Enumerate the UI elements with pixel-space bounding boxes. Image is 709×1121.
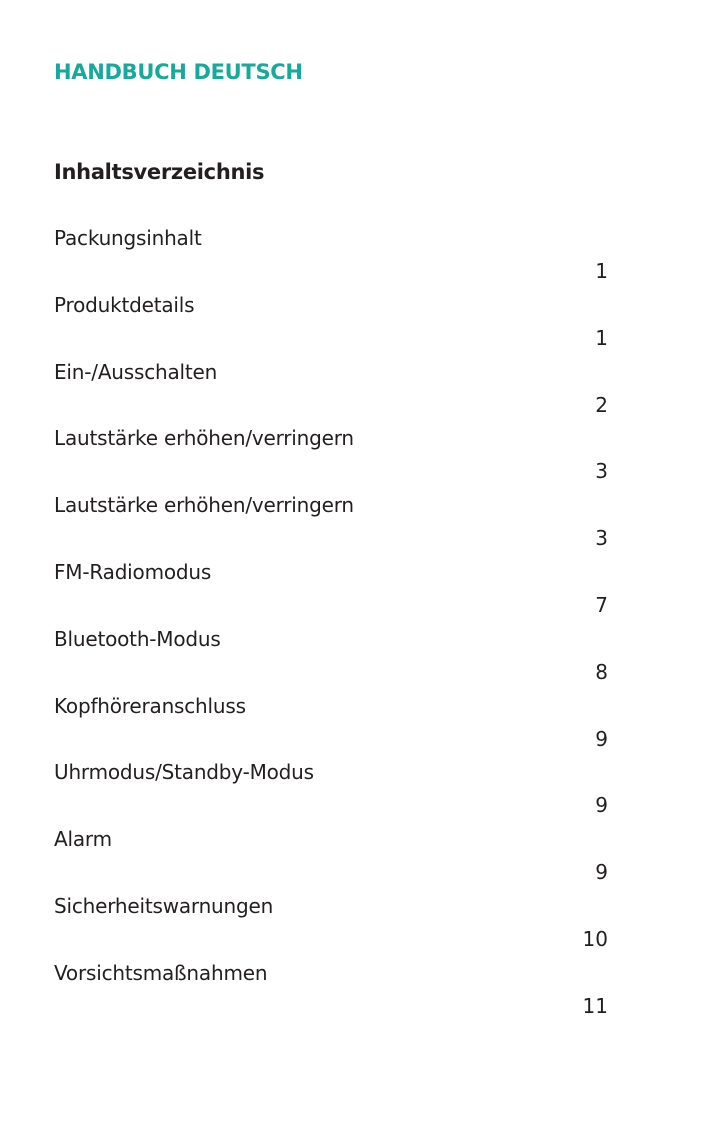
toc-entry-label: Uhrmodus/Standby-Modus — [54, 760, 314, 785]
toc-entry — [0, 894, 709, 961]
toc-entry-label: FM-Radiomodus — [54, 559, 212, 584]
toc-entry-label: Vorsichtsmaßnahmen — [54, 960, 268, 985]
toc-entry-page-number: 2 — [595, 392, 608, 417]
toc-entry-label: Sicherheitswarnungen — [54, 893, 274, 918]
manual-header: HANDBUCH DEUTSCH — [54, 60, 303, 84]
toc-entry-page-number: 10 — [582, 926, 608, 951]
toc-entry-page-number: 9 — [595, 726, 608, 751]
toc-entry-label: Produktdetails — [54, 292, 195, 317]
toc-entry-label: Packungsinhalt — [54, 226, 202, 250]
toc-entry — [0, 961, 709, 1028]
table-of-contents — [0, 226, 709, 1028]
toc-entry-page-number: 11 — [582, 993, 608, 1018]
toc-entry-page-number: 1 — [595, 259, 608, 283]
toc-entry-label: Kopfhöreranschluss — [54, 693, 246, 718]
toc-entry-label: Ein-/Ausschalten — [54, 359, 218, 384]
toc-entry — [0, 694, 709, 761]
toc-entry-page-number: 3 — [595, 526, 608, 551]
toc-entry-page-number: 1 — [595, 325, 608, 350]
toc-entry-page-number: 8 — [595, 659, 608, 684]
toc-entry-page-number: 9 — [595, 793, 608, 818]
toc-entry-page-number: 3 — [595, 459, 608, 484]
toc-entry — [0, 760, 709, 827]
toc-entry-label: Lautstärke erhöhen/verringern — [54, 493, 354, 518]
toc-entry — [0, 560, 709, 627]
toc-entry — [0, 426, 709, 493]
toc-entry-page-number: 9 — [595, 860, 608, 885]
toc-entry — [0, 827, 709, 894]
toc-entry — [0, 627, 709, 694]
toc-entry — [0, 360, 709, 427]
toc-entry-page-number: 7 — [595, 592, 608, 617]
toc-entry-label: Lautstärke erhöhen/verringern — [54, 426, 354, 451]
toc-entry-label: Bluetooth-Modus — [54, 626, 221, 651]
toc-entry — [0, 293, 709, 360]
toc-entry — [0, 493, 709, 560]
toc-entry — [0, 226, 709, 293]
toc-title: Inhaltsverzeichnis — [54, 160, 265, 184]
toc-entry-label: Alarm — [54, 827, 112, 852]
